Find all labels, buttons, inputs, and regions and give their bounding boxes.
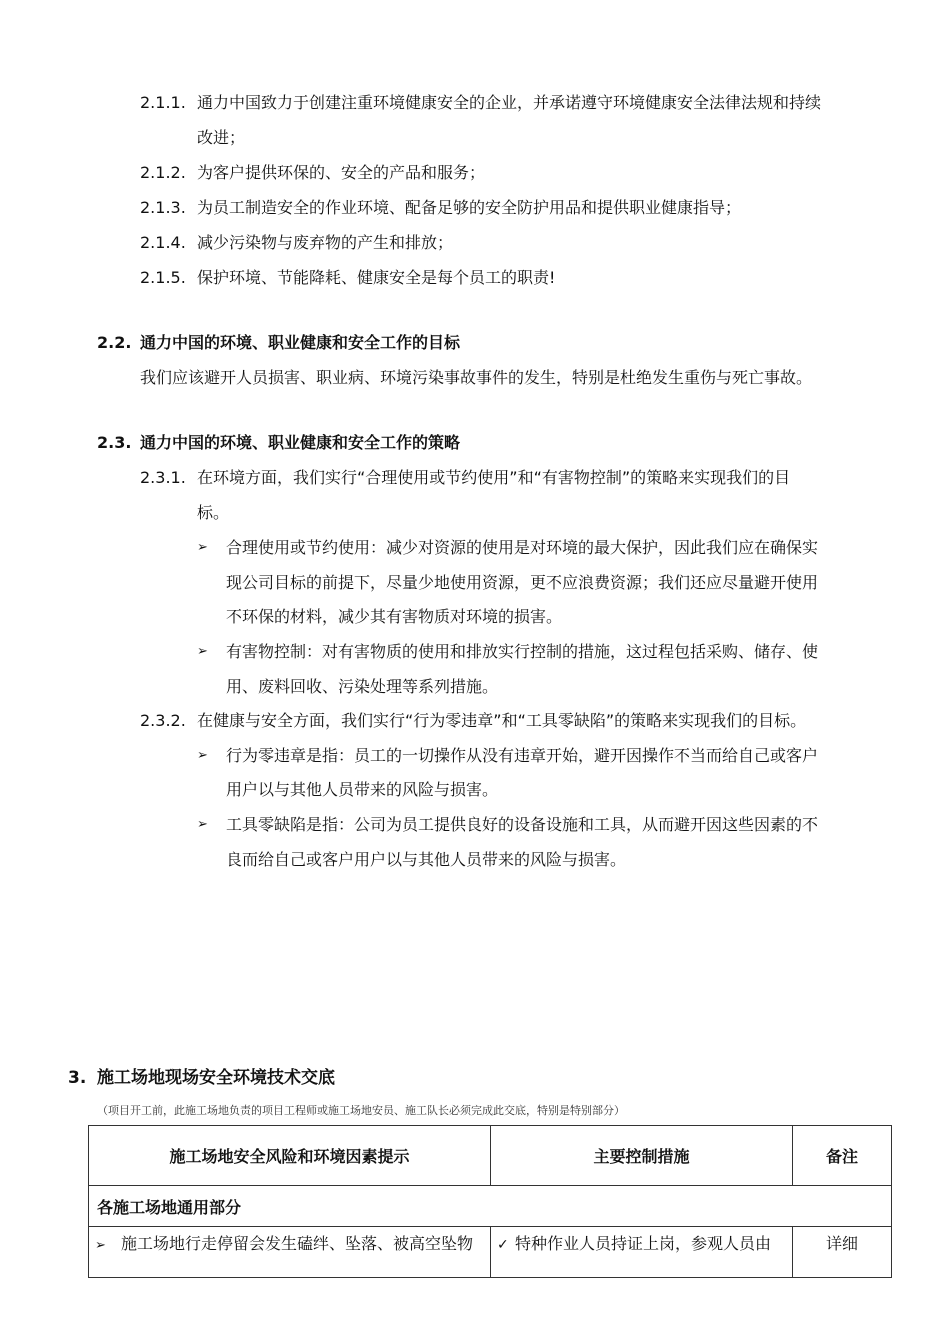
section-note: （项目开工前，此施工场地负责的项目工程师或施工场地安员、施工队长必须完成此交底，特别是特别部分）: [97, 1104, 625, 1117]
table-cell: 详细: [793, 1227, 892, 1278]
item-text-line: 改进；: [197, 128, 246, 147]
check-icon: ✓: [497, 1237, 509, 1253]
bullet-text-line: 有害物控制：对有害物质的使用和排放实行控制的措施，这过程包括采购、储存、使: [226, 642, 819, 661]
table-subheader-row: [89, 1186, 892, 1227]
table-cell: [89, 1227, 491, 1278]
section-title: 施工场地现场安全环境技术交底: [97, 1068, 335, 1088]
arrow-bullet-icon: ➢: [197, 748, 208, 763]
table-cell-text: 施工场地行走停留会发生磕绊、坠落、被高空坠物: [121, 1234, 474, 1253]
table-header-cell: 备注: [793, 1126, 892, 1186]
item-number: 2.3.1.: [140, 468, 186, 487]
arrow-bullet-icon: ➢: [95, 1238, 106, 1253]
section-title: 通力中国的环境、职业健康和安全工作的目标: [140, 333, 461, 352]
bullet-text-line: 合理使用或节约使用：减少对资源的使用是对环境的最大保护，因此我们应在确保实: [226, 538, 819, 557]
item-number: 2.1.3.: [140, 198, 186, 217]
arrow-bullet-icon: ➢: [197, 817, 208, 832]
table-cell-text: 特种作业人员持证上岗，参观人员由: [515, 1234, 772, 1253]
item-text-line: 在环境方面，我们实行“合理使用或节约使用”和“有害物控制”的策略来实现我们的目: [197, 468, 791, 487]
item-text-line: 在健康与安全方面，我们实行“行为零违章”和“工具零缺陷”的策略来实现我们的目标。: [197, 711, 807, 730]
item-text-line: 通力中国致力于创建注重环境健康安全的企业，并承诺遵守环境健康安全法律法规和持续: [197, 93, 822, 112]
bullet-text-line: 现公司目标的前提下，尽量少地使用资源，更不应浪费资源；我们还应尽量避开使用: [226, 573, 819, 592]
section-number: 2.2.: [97, 333, 132, 352]
section-body: 我们应该避开人员损害、职业病、环境污染事故事件的发生，特别是杜绝发生重伤与死亡事故。: [140, 368, 813, 387]
arrow-bullet-icon: ➢: [197, 540, 208, 555]
bullet-text-line: 工具零缺陷是指：公司为员工提供良好的设备设施和工具，从而避开因这些因素的不: [226, 815, 819, 834]
item-text-line: 减少污染物与废弃物的产生和排放；: [197, 233, 454, 252]
table-header-row: [89, 1126, 892, 1186]
item-text-line: 标。: [197, 503, 230, 522]
table-header-cell: 施工场地安全风险和环境因素提示: [89, 1126, 491, 1186]
item-number: 2.1.2.: [140, 163, 186, 182]
table-header-cell: 主要控制措施: [491, 1126, 793, 1186]
table-cell: [491, 1227, 793, 1278]
item-text-line: 为员工制造安全的作业环境、配备足够的安全防护用品和提供职业健康指导；: [197, 198, 742, 217]
bullet-text-line: 用、废料回收、污染处理等系列措施。: [226, 677, 499, 696]
item-text-line: 保护环境、节能降耗、健康安全是每个员工的职责!: [197, 268, 556, 287]
table-row: [89, 1227, 892, 1278]
bullet-text-line: 用户以与其他人员带来的风险与损害。: [226, 780, 499, 799]
section-number: 2.3.: [97, 433, 132, 452]
item-text-line: 为客户提供环保的、安全的产品和服务；: [197, 163, 486, 182]
section-number: 3.: [68, 1068, 87, 1088]
table-subheader-cell: 各施工场地通用部分: [89, 1186, 892, 1227]
arrow-bullet-icon: ➢: [197, 644, 208, 659]
item-number: 2.1.5.: [140, 268, 186, 287]
section-title: 通力中国的环境、职业健康和安全工作的策略: [140, 433, 461, 452]
bullet-text-line: 良而给自己或客户用户以与其他人员带来的风险与损害。: [226, 850, 627, 869]
item-number: 2.3.2.: [140, 711, 186, 730]
bullet-text-line: 行为零违章是指：员工的一切操作从没有违章开始，避开因操作不当而给自己或客户: [226, 746, 819, 765]
bullet-text-line: 不环保的材料，减少其有害物质对环境的损害。: [226, 607, 563, 626]
item-number: 2.1.1.: [140, 93, 186, 112]
item-number: 2.1.4.: [140, 233, 186, 252]
risk-table: [88, 1125, 892, 1278]
